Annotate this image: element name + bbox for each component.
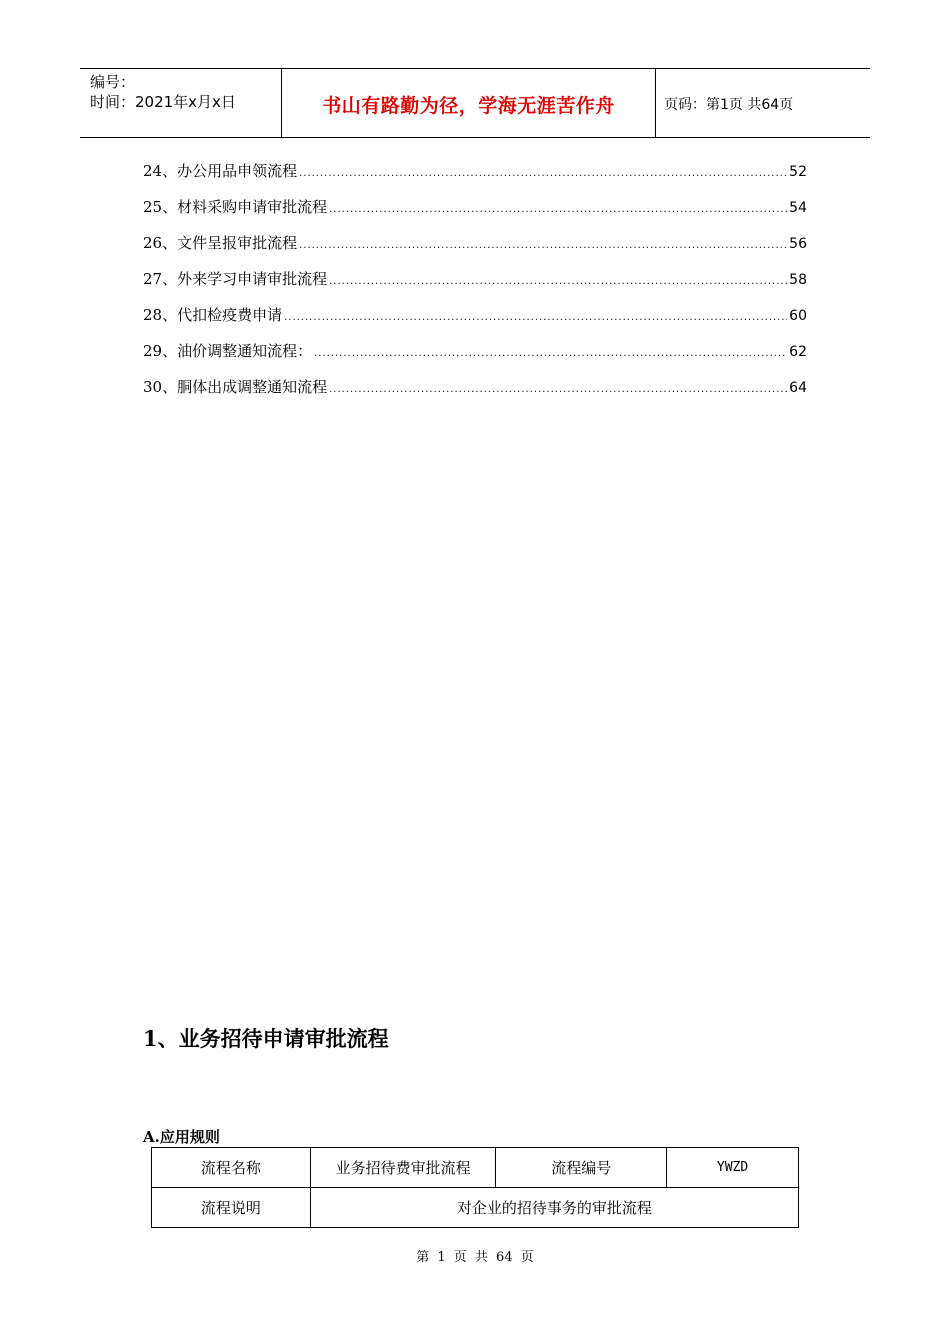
section-heading: 1、业务招待申请审批流程 — [143, 1026, 389, 1051]
table-of-contents — [143, 160, 807, 412]
subsection-heading: A.应用规则 — [143, 1128, 220, 1146]
toc-leader-dots — [329, 276, 787, 287]
toc-entry[interactable] — [143, 268, 807, 304]
toc-entry-label: 24、办公用品申领流程 — [143, 162, 298, 180]
toc-entry-label: 30、胴体出成调整通知流程 — [143, 378, 328, 396]
toc-entry-page: 62 — [789, 344, 807, 360]
toc-entry-label: 29、油价调整通知流程： — [143, 342, 313, 360]
toc-leader-dots — [314, 348, 787, 359]
table-row — [152, 1148, 799, 1188]
table-row — [152, 1188, 799, 1228]
toc-entry-page: 60 — [789, 308, 807, 324]
toc-entry-page: 54 — [789, 200, 807, 216]
toc-entry-page: 56 — [789, 236, 807, 252]
table-cell: 流程名称 — [152, 1148, 311, 1188]
toc-entry[interactable] — [143, 232, 807, 268]
toc-entry[interactable] — [143, 304, 807, 340]
header-meta-cell — [80, 69, 280, 137]
toc-entry-page: 58 — [789, 272, 807, 288]
toc-entry-label: 26、文件呈报审批流程 — [143, 234, 298, 252]
toc-entry-page: 64 — [789, 380, 807, 396]
toc-leader-dots — [299, 240, 787, 251]
header-motto-cell — [281, 69, 656, 137]
toc-leader-dots — [329, 204, 787, 215]
toc-entry[interactable] — [143, 340, 807, 376]
toc-entry[interactable] — [143, 376, 807, 412]
toc-entry-label: 27、外来学习申请审批流程 — [143, 270, 328, 288]
toc-entry-page: 52 — [789, 164, 807, 180]
page-footer: 第 1 页 共 64 页 — [416, 1250, 534, 1265]
table-cell: 业务招待费审批流程 — [310, 1148, 496, 1188]
table-cell: 流程编号 — [496, 1148, 667, 1188]
toc-leader-dots — [299, 168, 787, 179]
toc-entry-label: 25、材料采购申请审批流程 — [143, 198, 328, 216]
header-page-info: 页码：第1页 共64页 — [664, 97, 794, 113]
application-rules-table — [151, 1147, 799, 1228]
document-number-label: 编号： — [90, 73, 136, 91]
toc-leader-dots — [329, 384, 787, 395]
toc-entry-label: 28、代扣检疫费申请 — [143, 306, 283, 324]
header-motto: 书山有路勤为径，学海无涯苦作舟 — [322, 95, 615, 117]
document-date-label: 时间：2021年x月x日 — [90, 93, 236, 111]
page-header — [80, 68, 870, 138]
toc-leader-dots — [284, 312, 787, 323]
table-cell: YWZD — [667, 1148, 799, 1188]
header-page-cell — [655, 69, 870, 137]
toc-entry[interactable] — [143, 196, 807, 232]
toc-entry[interactable] — [143, 160, 807, 196]
table-cell: 对企业的招待事务的审批流程 — [310, 1188, 798, 1228]
table-cell: 流程说明 — [152, 1188, 311, 1228]
